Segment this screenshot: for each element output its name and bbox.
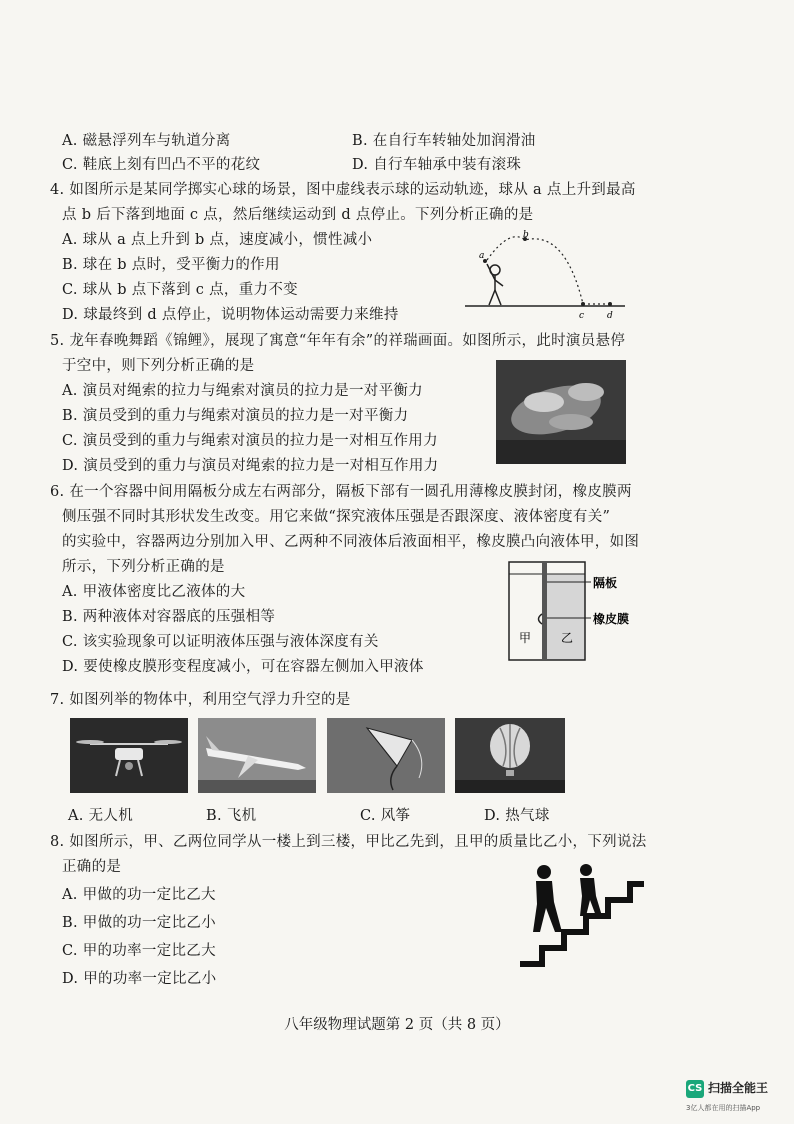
q8-option-a: A. 甲做的功一定比乙大: [62, 887, 216, 903]
container-figure: [505, 560, 640, 662]
q3-option-b: B. 在自行车转轴处加润滑油: [352, 133, 536, 149]
q3-option-a: A. 磁悬浮列车与轨道分离: [62, 133, 231, 149]
q5-option-d: D. 演员受到的重力与演员对绳索的拉力是一对相互作用力: [62, 458, 439, 474]
q4-option-d: D. 球最终到 d 点停止，说明物体运动需要力来维持: [62, 307, 399, 323]
q6-stem-line3: 的实验中，容器两边分别加入甲、乙两种不同液体后液面相平，橡皮膜凸向液体甲，如图: [62, 534, 640, 550]
q8-stem-line2: 正确的是: [62, 859, 122, 875]
q4-option-a: A. 球从 a 点上升到 b 点，速度减小，惯性减小: [62, 232, 373, 248]
q7-option-d: D. 热气球: [484, 808, 550, 824]
q4-stem-line1: 4. 如图所示是某同学掷实心球的场景，图中虚线表示球的运动轨迹，球从 a 点上升到最高: [50, 182, 636, 198]
q4-option-c: C. 球从 b 点下落到 c 点，重力不变: [62, 282, 298, 298]
trajectory-dashed: [487, 237, 583, 304]
q5-stem-line2: 于空中，则下列分析正确的是: [62, 358, 255, 374]
q6-stem-line1: 6. 在一个容器中间用隔板分成左右两部分，隔板下部有一圆孔用薄橡皮膜封闭，橡皮膜两: [50, 484, 632, 500]
q6-stem-line2: 侧压强不同时其形状发生改变。用它来做“探究液体压强是否跟深度、液体密度有关”: [62, 509, 611, 525]
q5-stem-line1: 5. 龙年春晚舞蹈《锦鲤》，展现了寓意“年年有余”的祥瑞画面。如图所示，此时演员悬停: [50, 333, 626, 349]
q7-option-b: B. 飞机: [206, 808, 257, 824]
stairs-figure: [520, 860, 645, 968]
hot-air-balloon-photo: [455, 718, 565, 793]
q3-option-d: D. 自行车轴承中装有滚珠: [352, 157, 522, 173]
q5-option-a: A. 演员对绳索的拉力与绳索对演员的拉力是一对平衡力: [62, 383, 423, 399]
q8-option-d: D. 甲的功率一定比乙小: [62, 971, 217, 987]
stick-figure: [487, 264, 503, 305]
label-b: b: [523, 230, 529, 240]
q7-option-a: A. 无人机: [68, 808, 133, 824]
person-jia-icon: [580, 864, 602, 916]
q7-stem: 7. 如图列举的物体中，利用空气浮力升空的是: [50, 692, 351, 708]
camscanner-name: 扫描全能王: [708, 1081, 769, 1095]
drone-photo: [70, 718, 188, 793]
q6-option-c: C. 该实验现象可以证明液体压强与液体深度有关: [62, 634, 379, 650]
label-yi: 乙: [561, 631, 574, 645]
ball-throw-figure: [465, 228, 630, 320]
label-d: d: [607, 311, 613, 320]
q4-option-b: B. 球在 b 点时，受平衡力的作用: [62, 257, 280, 273]
q6-stem-line4: 所示，下列分析正确的是: [62, 559, 225, 575]
q6-option-b: B. 两种液体对容器底的压强相等: [62, 609, 276, 625]
q5-option-b: B. 演员受到的重力与绳索对演员的拉力是一对平衡力: [62, 408, 409, 424]
camscanner-logo-icon: CS: [686, 1080, 704, 1098]
q4-stem-line2: 点 b 后下落到地面 c 点，然后继续运动到 d 点停止。下列分析正确的是: [62, 207, 534, 223]
partition-board: [542, 562, 547, 660]
q7-option-c: C. 风筝: [360, 808, 411, 824]
rubber-membrane: [539, 614, 543, 624]
q3-option-c: C. 鞋底上刻有凹凸不平的花纹: [62, 157, 261, 173]
q5-option-c: C. 演员受到的重力与绳索对演员的拉力是一对相互作用力: [62, 433, 438, 449]
label-a: a: [479, 251, 485, 261]
page-footer: 八年级物理试题第 2 页（共 8 页）: [284, 1017, 510, 1033]
person-yi-icon: [533, 865, 562, 932]
label-jia: 甲: [519, 631, 532, 645]
label-membrane: 橡皮膜: [593, 612, 630, 626]
q6-option-a: A. 甲液体密度比乙液体的大: [62, 584, 246, 600]
airplane-photo: [198, 718, 316, 793]
kite-photo: [327, 718, 445, 793]
q8-option-b: B. 甲做的功一定比乙小: [62, 915, 216, 931]
q6-option-d: D. 要使橡皮膜形变程度减小，可在容器左侧加入甲液体: [62, 659, 424, 675]
dancer-photo: [496, 360, 626, 464]
label-c: c: [579, 311, 585, 320]
q8-option-c: C. 甲的功率一定比乙大: [62, 943, 216, 959]
camscanner-tagline: 3亿人都在用的扫描App: [686, 1104, 761, 1112]
label-partition: 隔板: [593, 576, 618, 590]
q8-stem-line1: 8. 如图所示，甲、乙两位同学从一楼上到三楼，甲比乙先到，且甲的质量比乙小，下列说法: [50, 834, 647, 850]
